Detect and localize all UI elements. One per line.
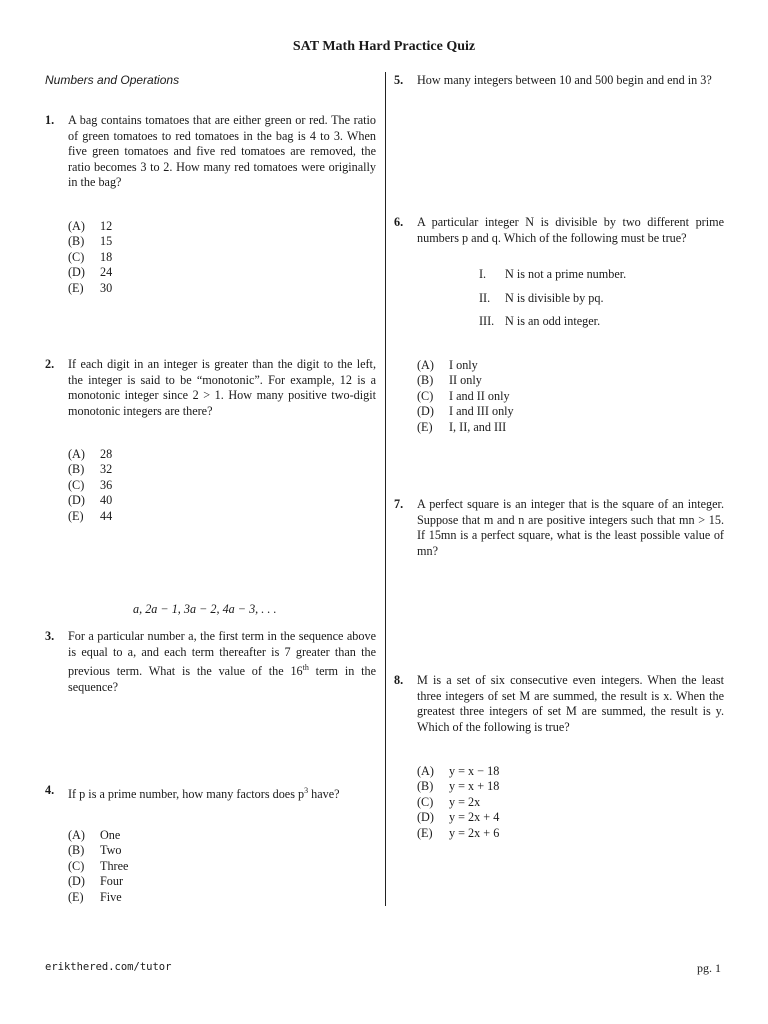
statement-text: N is not a prime number. (505, 267, 627, 281)
choice-text: Two (100, 843, 122, 858)
stem-text: have? (308, 787, 340, 802)
answer-choice[interactable] (68, 462, 112, 477)
answer-choice[interactable] (68, 843, 128, 858)
sequence-expression: a, 2a − 1, 3a − 2, 4a − 3, . . . (133, 602, 277, 616)
answer-choice[interactable] (68, 250, 112, 265)
section-heading: Numbers and Operations (45, 73, 180, 87)
choice-label: (A) (417, 764, 434, 778)
choice-text: I and II only (449, 388, 510, 403)
question-2 (45, 357, 376, 419)
choice-label: (A) (417, 358, 434, 372)
answer-choice[interactable] (68, 859, 128, 874)
choice-text: I and III only (449, 404, 514, 419)
question-number: 3. (45, 629, 55, 643)
choice-text: y = x − 18 (449, 764, 500, 778)
question-stem: A particular integer N is divisible by two different prime numbers p and q. Which of the following must be true? (417, 215, 724, 245)
answer-choice[interactable] (417, 358, 514, 373)
choice-label: (B) (417, 779, 434, 794)
answer-choice[interactable] (68, 219, 112, 234)
answer-choice[interactable] (417, 795, 499, 810)
answer-choice[interactable] (417, 389, 514, 404)
choice-text: 15 (100, 234, 113, 249)
choice-text: 32 (100, 462, 113, 477)
question-8 (394, 673, 724, 735)
question-1 (45, 113, 376, 191)
choice-text: II only (449, 373, 482, 388)
choice-label: (B) (68, 843, 85, 858)
choice-label: (C) (417, 794, 434, 809)
column-divider (385, 72, 386, 906)
question-stem (68, 783, 376, 803)
question-6-statements (479, 263, 626, 334)
question-number: 1. (45, 113, 55, 127)
answer-choice[interactable] (68, 493, 112, 508)
choice-label: (E) (68, 889, 84, 904)
statement-text: N is divisible by pq. (505, 290, 604, 305)
choice-label: (E) (68, 508, 84, 523)
choice-label: (A) (68, 447, 85, 461)
choice-label: (A) (68, 828, 85, 842)
question-number: 5. (394, 73, 404, 87)
choice-text: I, II, and III (449, 419, 507, 434)
question-5 (394, 73, 724, 89)
choice-label: (E) (417, 419, 433, 434)
choice-text: Three (100, 858, 129, 873)
choice-text: y = 2x + 6 (449, 825, 500, 840)
choice-text: y = 2x (449, 794, 481, 809)
footer-url[interactable]: erikthered.com/tutor (45, 961, 172, 973)
question-stem (68, 629, 376, 695)
question-6 (394, 215, 724, 246)
choice-label: (B) (417, 373, 434, 388)
question-number: 7. (394, 497, 404, 511)
choice-label: (D) (68, 265, 85, 280)
question-4-choices (68, 828, 128, 905)
choice-label: (C) (68, 858, 85, 873)
statement-numeral: III. (479, 314, 495, 328)
choice-label: (C) (68, 249, 85, 264)
answer-choice[interactable] (417, 764, 499, 779)
choice-label: (D) (68, 493, 85, 508)
choice-text: 44 (100, 508, 113, 523)
stem-text: If p is a prime number, how many factors does p (68, 787, 305, 802)
answer-choice[interactable] (417, 404, 514, 419)
choice-label: (A) (68, 219, 85, 233)
answer-choice[interactable] (417, 810, 499, 825)
choice-text: Four (100, 874, 124, 889)
answer-choice[interactable] (68, 890, 128, 905)
choice-text: I only (449, 358, 478, 372)
choice-label: (E) (417, 825, 433, 840)
choice-text: Five (100, 889, 122, 904)
answer-choice[interactable] (68, 447, 112, 462)
choice-label: (C) (417, 388, 434, 403)
question-3 (45, 629, 376, 695)
question-stem: How many integers between 10 and 500 begin and end in 3? (417, 73, 712, 87)
question-2-choices (68, 447, 112, 524)
answer-choice[interactable] (68, 509, 112, 524)
stem-text: term in the sequence? (68, 664, 377, 694)
question-7 (394, 497, 724, 559)
answer-choice[interactable] (68, 234, 112, 249)
choice-text: 30 (100, 280, 113, 295)
answer-choice[interactable] (417, 373, 514, 388)
choice-text: y = 2x + 4 (449, 810, 500, 825)
roman-statement (479, 287, 626, 311)
choice-label: (D) (417, 404, 434, 419)
answer-choice[interactable] (68, 874, 128, 889)
question-number: 2. (45, 357, 55, 371)
question-number: 8. (394, 673, 404, 687)
page-title: SAT Math Hard Practice Quiz (292, 39, 476, 54)
superscript: th (302, 663, 309, 673)
question-stem: M is a set of six consecutive even integers. When the least three integers of set M are summed, the result is x. When the greatest three integers of set M are summed, the result is y. Which of the following is true? (417, 673, 724, 734)
choice-text: 18 (100, 249, 113, 264)
question-6-choices (417, 358, 514, 435)
choice-text: 40 (100, 493, 113, 508)
statement-numeral: II. (479, 290, 491, 305)
choice-label: (E) (68, 280, 84, 295)
statement-numeral: I. (479, 267, 487, 281)
choice-text: 28 (100, 447, 113, 461)
choice-label: (D) (417, 810, 434, 825)
choice-label: (B) (68, 462, 85, 477)
question-stem: A bag contains tomatoes that are either green or red. The ratio of green tomatoes to red tomatoes in the bag is 4 to 3. When five green tomatoes and five red tomatoes are removed, the ratio becomes 3 to 2. How many red tomatoes were originally in the bag? (68, 113, 376, 190)
question-4 (45, 783, 376, 803)
choice-text: 36 (100, 477, 113, 492)
answer-choice[interactable] (68, 828, 128, 843)
roman-statement (479, 263, 626, 287)
superscript: 3 (304, 786, 309, 795)
stem-text: For a particular number a, the first term in the sequence above is equal to a, and each term thereafter is 7 greater than the previous term. What is the value of the 16 (68, 629, 376, 679)
question-number: 6. (394, 215, 404, 229)
choice-text: y = x + 18 (449, 779, 500, 794)
question-stem: A perfect square is an integer that is the square of an integer. Suppose that m and n are positive integers such that mn > 15. If 15mn is a perfect square, what is the least possible value of mn? (417, 497, 724, 558)
choice-label: (D) (68, 874, 85, 889)
answer-choice[interactable] (68, 281, 112, 296)
answer-choice[interactable] (68, 478, 112, 493)
question-1-choices (68, 219, 112, 296)
answer-choice[interactable] (417, 420, 514, 435)
roman-statement (479, 310, 626, 334)
choice-label: (C) (68, 477, 85, 492)
choice-text: 24 (100, 265, 113, 280)
answer-choice[interactable] (417, 826, 499, 841)
choice-label: (B) (68, 234, 85, 249)
answer-choice[interactable] (68, 265, 112, 280)
statement-text: N is an odd integer. (505, 314, 601, 328)
question-8-choices (417, 764, 499, 841)
page-number: pg. 1 (697, 961, 721, 975)
question-stem: If each digit in an integer is greater than the digit to the left, the integer is said to be “monotonic”. For example, 12 is a monotonic integer since 2 > 1. How many positive two-digit monotonic integers are there? (68, 357, 376, 418)
answer-choice[interactable] (417, 779, 499, 794)
choice-text: 12 (100, 219, 113, 233)
question-number: 4. (45, 783, 55, 797)
choice-text: One (100, 828, 121, 842)
